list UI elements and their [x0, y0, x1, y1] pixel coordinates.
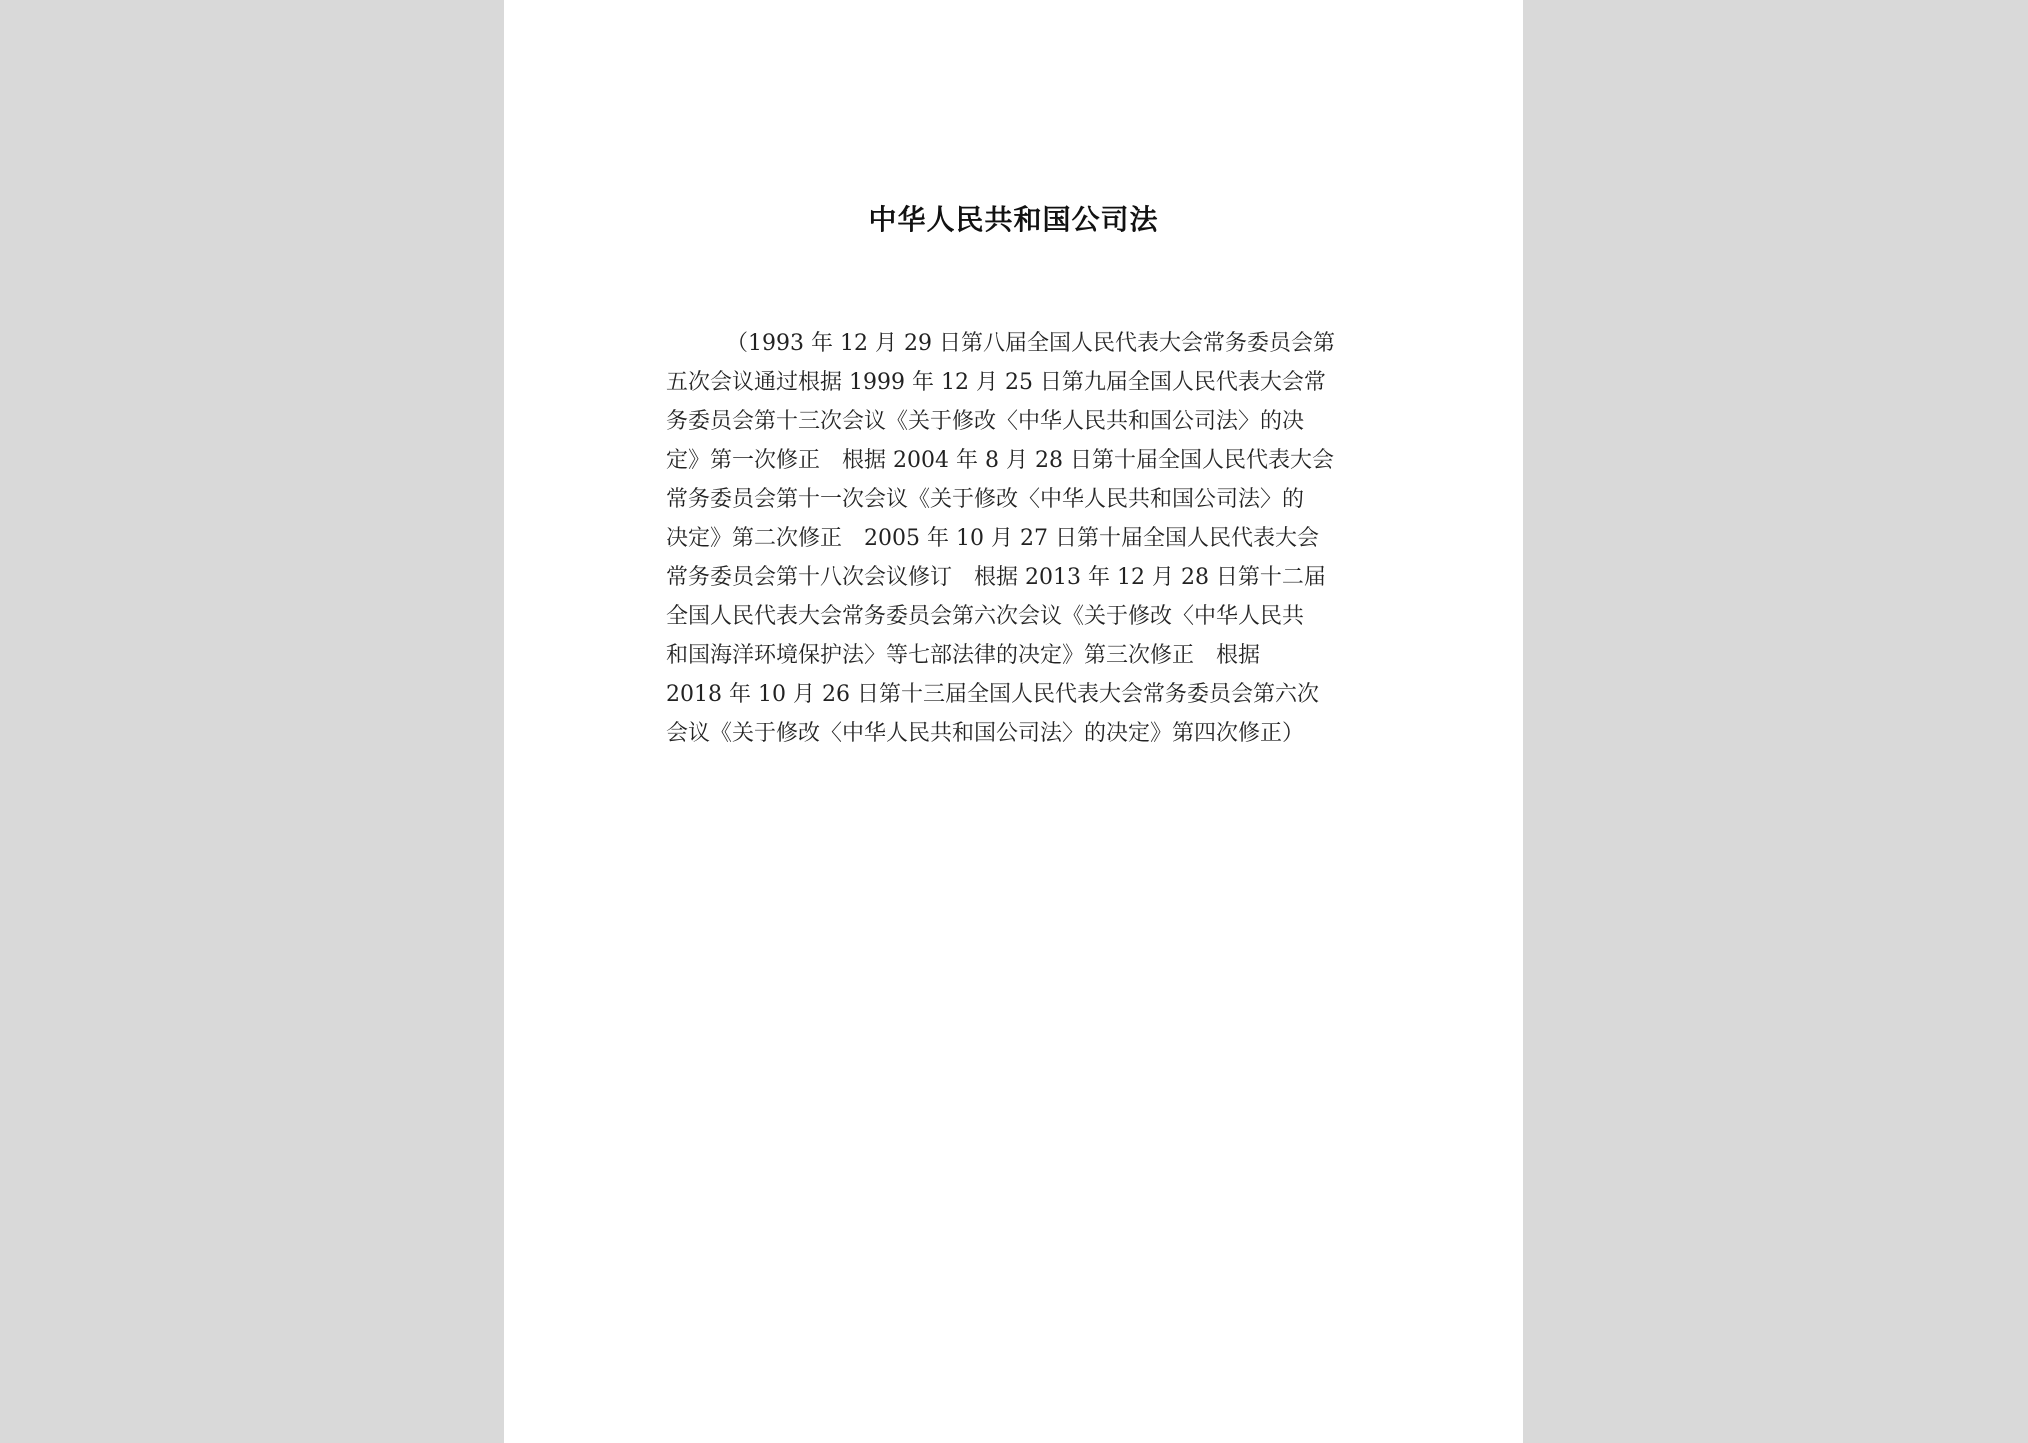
preamble-line: 务委员会第十三次会议《关于修改〈中华人民共和国公司法〉的决	[666, 409, 1305, 434]
preamble-line: 全国人民代表大会常务委员会第六次会议《关于修改〈中华人民共	[666, 604, 1305, 629]
preamble-line: 决定》第二次修正 2005 年 10 月 27 日第十届全国人民代表大会	[666, 526, 1319, 551]
preamble-line: 和国海洋环境保护法〉等七部法律的决定》第三次修正 根据	[666, 643, 1261, 668]
document-preamble	[666, 324, 1366, 753]
document-page	[504, 0, 1523, 1443]
preamble-line: 会议《关于修改〈中华人民共和国公司法〉的决定》第四次修正）	[666, 721, 1305, 746]
preamble-line: 五次会议通过根据 1999 年 12 月 25 日第九届全国人民代表大会常	[666, 370, 1326, 395]
preamble-line: 常务委员会第十八次会议修订 根据 2013 年 12 月 28 日第十二届	[666, 565, 1326, 590]
preamble-line: 常务委员会第十一次会议《关于修改〈中华人民共和国公司法〉的	[666, 487, 1305, 512]
preamble-line: 2018 年 10 月 26 日第十三届全国人民代表大会常务委员会第六次	[666, 682, 1319, 707]
preamble-line: 定》第一次修正 根据 2004 年 8 月 28 日第十届全国人民代表大会	[666, 448, 1334, 473]
document-title: 中华人民共和国公司法	[868, 203, 1159, 236]
preamble-line: （1993 年 12 月 29 日第八届全国人民代表大会常务委员会第	[726, 331, 1335, 356]
